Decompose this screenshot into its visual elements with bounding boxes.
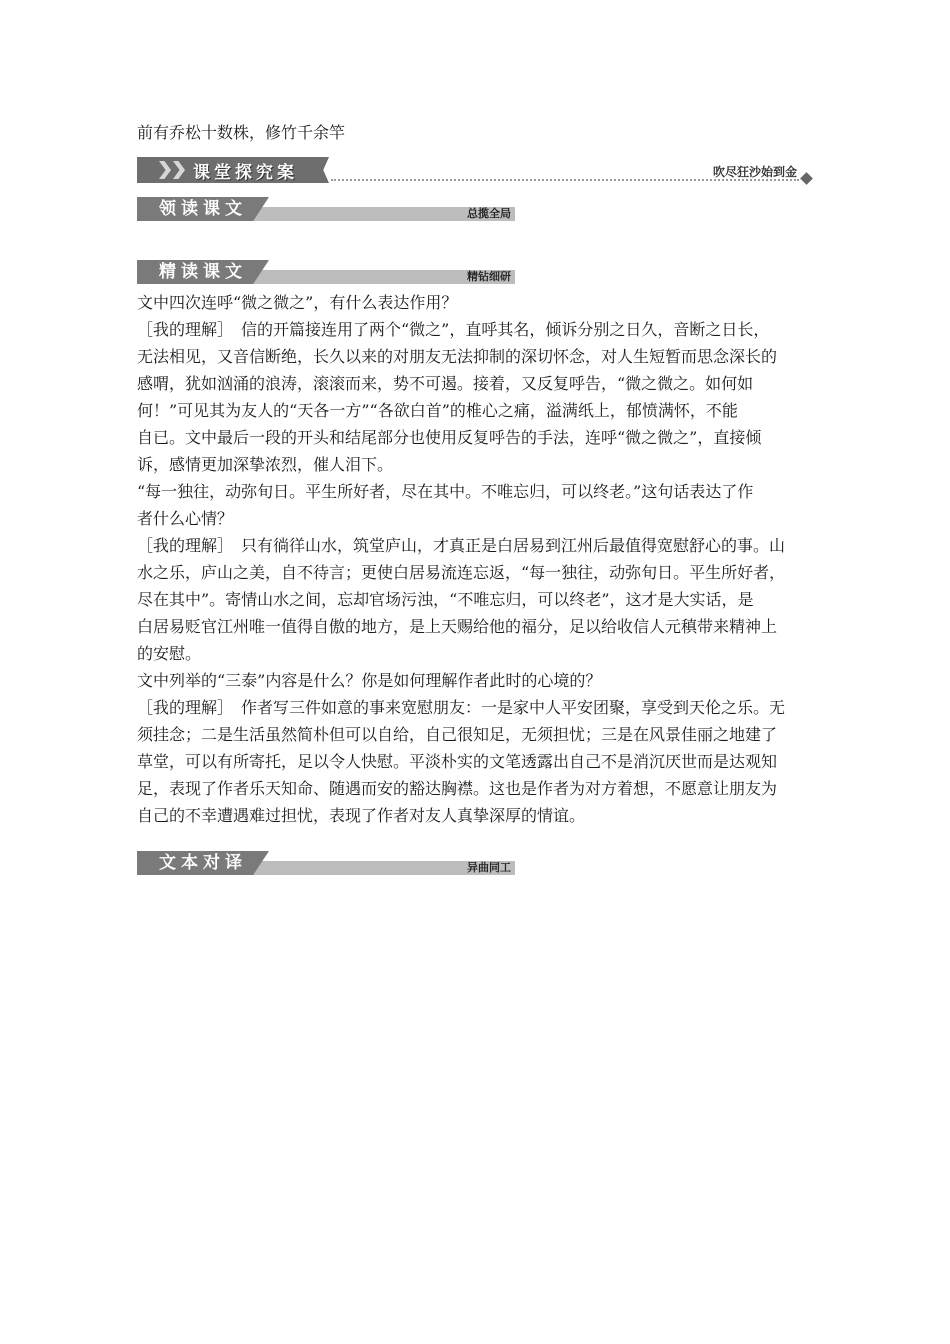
text-line: 须挂念；二是生活虽然简朴但可以自给，自己很知足，无须担忧；三是在风景佳丽之地建了 [137, 725, 778, 744]
section-tag: 精钻细研 [467, 270, 511, 283]
section-banner-classroom [137, 155, 813, 185]
text-line: 自已。文中最后一段的开头和结尾部分也使用反复呼告的手法，连呼“微之微之”，直接倾 [137, 428, 762, 447]
banner-tag: 吹尽狂沙始到金 [712, 165, 797, 179]
intro-line: 前有乔松十数株，修竹千余竿 [137, 123, 346, 142]
text-line: 足，表现了作者乐天知命、随遇而安的豁达胸襟。这也是作者为对方着想，不愿意让朋友为 [137, 779, 778, 798]
text-line: 的安慰。 [137, 644, 202, 663]
text-line: 草堂，可以有所寄托，足以令人快慰。平淡朴实的文笔透露出自己不是消沉厌世而是达观知 [137, 752, 778, 771]
text-line: 诉，感情更加深挚浓烈，催人泪下。 [137, 455, 394, 474]
section-tag: 总揽全局 [467, 207, 511, 220]
text-line: 水之乐，庐山之美，自不待言；更使白居易流连忘返，“每一独往，动弥旬日。平生所好者， [137, 563, 786, 582]
section-title: 领读课文 [159, 199, 247, 219]
text-line: 者什么心情？ [137, 509, 234, 528]
text-line: 无法相见，又音信断绝，长久以来的对朋友无法抑制的深切怀念，对人生短暂而思念深长的 [137, 347, 778, 366]
text-line: ［我的理解］ 信的开篇接连用了两个“微之”，直呼其名，倾诉分别之日久，音断之日长， [137, 320, 770, 339]
text-line: 文中列举的“三泰”内容是什么？你是如何理解作者此时的心境的？ [137, 671, 602, 690]
section-tag: 异曲同工 [467, 861, 511, 874]
diamond-icon [800, 172, 813, 185]
banner-title: 课堂探究案 [193, 163, 298, 183]
section-title: 文本对译 [159, 853, 247, 873]
text-line: 何！”可见其为友人的“天各一方”“各欲白首”的椎心之痛，溢满纸上，郁愤满怀，不能 [137, 401, 738, 420]
section-title: 精读课文 [159, 262, 247, 282]
text-line: 白居易贬官江州唯一值得自傲的地方，是上天赐给他的福分，足以给收信人元稹带来精神上 [137, 617, 778, 636]
close-reading-text [137, 289, 817, 829]
section-header-translation [137, 851, 517, 875]
section-header-lead-reading [137, 197, 517, 221]
text-line: “每一独往，动弥旬日。平生所好者，尽在其中。不唯忘归，可以终老。”这句话表达了作 [137, 482, 754, 501]
text-line: 尽在其中”。寄情山水之间，忘却官场污浊，“不唯忘归，可以终老”，这才是大实话，是 [137, 590, 754, 609]
text-line: ［我的理解］ 作者写三件如意的事来宽慰朋友：一是家中人平安团聚，享受到天伦之乐。无 [137, 698, 786, 717]
text-line: ［我的理解］ 只有徜徉山水，筑堂庐山，才真正是白居易到江州后最值得宽慰舒心的事。山 [137, 536, 786, 555]
section-header-close-reading [137, 260, 517, 284]
text-line: 自己的不幸遭遇难过担忧，表现了作者对友人真挚深厚的情谊。 [137, 806, 586, 825]
text-line: 文中四次连呼“微之微之”，有什么表达作用？ [137, 293, 458, 312]
text-line: 感喟，犹如汹涌的浪涛，滚滚而来，势不可遏。接着，又反复呼告，“微之微之。如何如 [137, 374, 754, 393]
